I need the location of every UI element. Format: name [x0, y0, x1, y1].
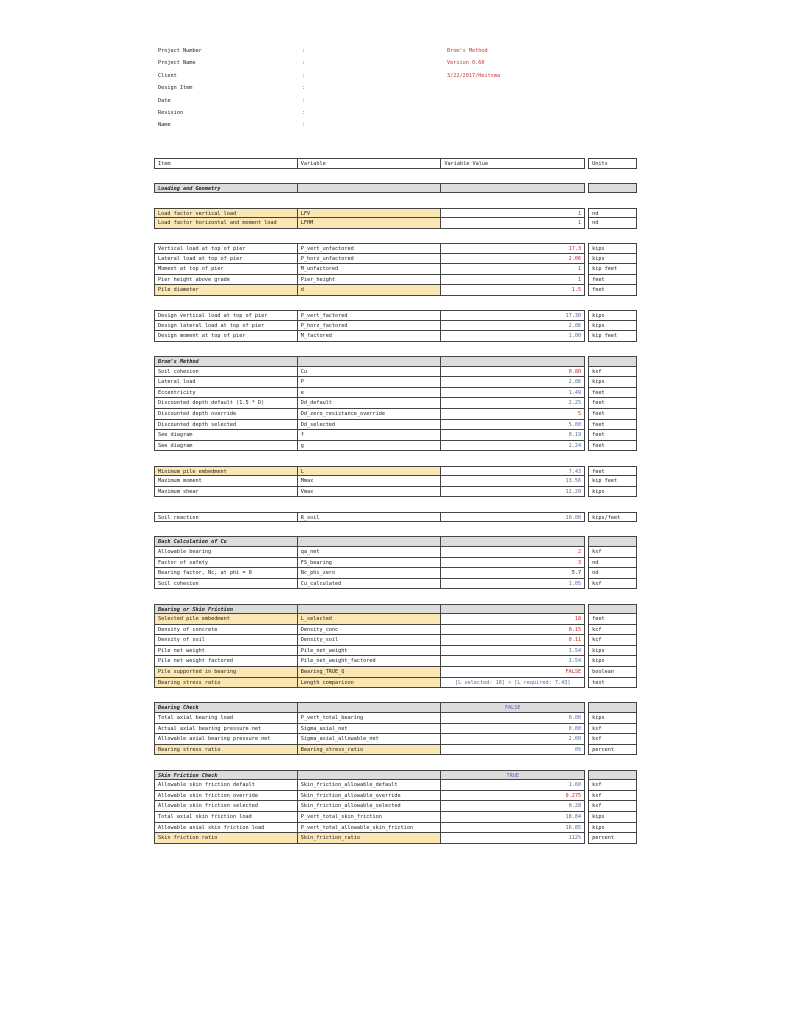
variable-cell: Skin_friction_ratio [298, 833, 442, 844]
header-value[interactable]: Brom's Method [447, 48, 488, 54]
table-row [154, 656, 637, 667]
variable-cell: P_vert_total_allowable_skin_friction [298, 823, 442, 834]
item-cell: Total axial bearing load [154, 713, 298, 724]
item-cell: Moment at top of pier [154, 264, 298, 275]
table-row [154, 780, 637, 791]
table-row [154, 208, 637, 219]
value-cell[interactable]: FALSE [441, 667, 585, 678]
value-cell: 0.28 [441, 801, 585, 812]
value-cell[interactable]: 1.5 [441, 285, 585, 296]
variable-cell: f [298, 430, 442, 441]
unit-cell: kips [588, 377, 637, 388]
variable-cell: Cu_calculated [298, 579, 442, 590]
item-cell: Load factor horizontal and moment load [154, 218, 298, 229]
unit-cell [588, 356, 637, 367]
table-row [154, 614, 637, 625]
variable-cell: P_horz_factored [298, 321, 442, 332]
unit-cell: kips [588, 243, 637, 254]
section-header-row [154, 356, 637, 367]
item-cell: Soil cohesion [154, 579, 298, 590]
block-spacer [154, 229, 637, 243]
variable-cell: L [298, 466, 442, 477]
table-block [154, 770, 637, 844]
value-cell: 2.06 [441, 377, 585, 388]
value-cell[interactable]: 1 [441, 218, 585, 229]
section-header-row [154, 536, 637, 547]
value-cell: 112% [441, 833, 585, 844]
header-colon: : [302, 97, 306, 104]
column-header-row [154, 158, 637, 169]
item-cell: Skin Friction Check [154, 770, 298, 781]
unit-cell: nd [588, 558, 637, 569]
block-spacer [154, 296, 637, 310]
header-label: Revision [158, 110, 183, 116]
value-cell [441, 356, 585, 367]
item-cell: Actual axial bearing pressure net [154, 724, 298, 735]
value-cell: FALSE [441, 702, 585, 713]
header-label: Date [158, 97, 171, 104]
column-header-units: Units [588, 158, 637, 169]
variable-cell: Nc_phi_zero [298, 568, 442, 579]
value-cell[interactable]: 0.275 [441, 791, 585, 802]
item-cell: Design lateral load at top of pier [154, 321, 298, 332]
block-spacer [154, 522, 637, 536]
item-cell: Brom's Method [154, 356, 298, 367]
header-colon: : [302, 60, 306, 67]
value-cell: 2.06 [441, 321, 585, 332]
unit-cell: ksf [588, 367, 637, 378]
unit-cell: ksf [588, 791, 637, 802]
variable-cell: Dd_selected [298, 420, 442, 431]
unit-cell: percent [588, 745, 637, 756]
item-cell: See diagram [154, 430, 298, 441]
block-spacer [154, 755, 637, 769]
unit-cell: kips/feet [588, 512, 637, 523]
value-cell[interactable]: 0.15 [441, 625, 585, 636]
table-row [154, 745, 637, 756]
header-colon: : [302, 48, 306, 54]
unit-cell: kip feet [588, 476, 637, 487]
table-row [154, 713, 637, 724]
value-cell: 0.00 [441, 724, 585, 735]
table-row [154, 377, 637, 388]
block-spacer [154, 451, 637, 465]
unit-cell: ksf [588, 780, 637, 791]
variable-cell: Sigma_axial_net [298, 724, 442, 735]
variable-cell [298, 183, 442, 194]
value-cell: 16.85 [441, 823, 585, 834]
unit-cell: feet [588, 275, 637, 286]
item-cell: Total axial skin friction load [154, 812, 298, 823]
unit-cell: feet [588, 285, 637, 296]
value-cell: 5.7 [441, 568, 585, 579]
value-cell[interactable]: 0.80 [441, 367, 585, 378]
item-cell: Minimum pile embedment [154, 466, 298, 477]
item-cell: Pile net weight [154, 646, 298, 657]
item-cell: Discounted depth override [154, 409, 298, 420]
variable-cell: d [298, 285, 442, 296]
header-label: Design Item [158, 85, 193, 92]
variable-cell: g [298, 441, 442, 452]
value-cell: 2.00 [441, 734, 585, 745]
variable-cell: P_vert_total_skin_friction [298, 812, 442, 823]
value-cell: 0.00 [441, 713, 585, 724]
item-cell: Pile diameter [154, 285, 298, 296]
table-row [154, 264, 637, 275]
variable-cell: Pile_net_weight_factored [298, 656, 442, 667]
value-cell: 2.24 [441, 441, 585, 452]
value-cell[interactable]: 18 [441, 614, 585, 625]
variable-cell: e [298, 388, 442, 399]
unit-cell: kips [588, 321, 637, 332]
variable-cell: Bearing_stress_ratio [298, 745, 442, 756]
item-cell: See diagram [154, 441, 298, 452]
variable-cell [298, 356, 442, 367]
column-header-value: Variable Value [441, 158, 585, 169]
header-colon: : [302, 110, 306, 116]
variable-cell: Sigma_axial_allowable_net [298, 734, 442, 745]
unit-cell [588, 604, 637, 615]
table-body [154, 169, 637, 844]
value-cell: 1.00 [441, 331, 585, 342]
variable-cell: Dd_zero_resistance_override [298, 409, 442, 420]
item-cell: Allowable skin friction default [154, 780, 298, 791]
item-cell: Design vertical load at top of pier [154, 310, 298, 321]
unit-cell: nd [588, 208, 637, 219]
table-row [154, 254, 637, 265]
table-row [154, 823, 637, 834]
header-label: Project Number [158, 48, 202, 54]
unit-cell [588, 702, 637, 713]
unit-cell: kips [588, 823, 637, 834]
unit-cell: ksf [588, 547, 637, 558]
value-cell: 12.20 [441, 487, 585, 498]
unit-cell: nd [588, 568, 637, 579]
item-cell: Back Calculation of Cu [154, 536, 298, 547]
item-cell: Vertical load at top of pier [154, 243, 298, 254]
section-header-row [154, 183, 637, 194]
block-spacer [154, 169, 637, 183]
variable-cell: Bearing_TRUE_Q [298, 667, 442, 678]
variable-cell: Dd_default [298, 398, 442, 409]
variable-cell: Skin_friction_allowable_selected [298, 801, 442, 812]
value-cell: 0% [441, 745, 585, 756]
item-cell: Maximum moment [154, 476, 298, 487]
table-row [154, 430, 637, 441]
section-header-row [154, 604, 637, 615]
item-cell: Allowable axial skin friction load [154, 823, 298, 834]
table-row [154, 367, 637, 378]
table-block [154, 466, 637, 498]
value-cell: 1.05 [441, 579, 585, 590]
block-spacer [154, 342, 637, 356]
table-row [154, 678, 637, 689]
table-row [154, 801, 637, 812]
variable-cell: P_horz_unfactored [298, 254, 442, 265]
variable-cell: Cu [298, 367, 442, 378]
block-spacer [154, 497, 637, 511]
value-cell[interactable]: 3 [441, 558, 585, 569]
table-row [154, 466, 637, 477]
table-row [154, 558, 637, 569]
table-row [154, 331, 637, 342]
value-cell: 10.00 [441, 512, 585, 523]
block-spacer [154, 589, 637, 603]
column-header-item: Item [154, 158, 298, 169]
table-block [154, 243, 637, 296]
value-cell: 7.43 [441, 466, 585, 477]
section-header-row [154, 770, 637, 781]
variable-cell: P_vert_total_bearing [298, 713, 442, 724]
variable-cell: LFV [298, 208, 442, 219]
item-cell: Bearing stress ratio [154, 678, 298, 689]
item-cell: Discounted depth default (1.5 * D) [154, 398, 298, 409]
value-cell[interactable]: 0.11 [441, 635, 585, 646]
unit-cell: kips [588, 310, 637, 321]
table-block [154, 604, 637, 689]
table-row [154, 285, 637, 296]
item-cell: Bearing factor, Nc, at phi = 0 [154, 568, 298, 579]
header-value[interactable]: Version 0.60 [447, 60, 485, 67]
item-cell: Pier height above grade [154, 275, 298, 286]
table-row [154, 409, 637, 420]
table-block [154, 208, 637, 229]
unit-cell: feet [588, 441, 637, 452]
table-row [154, 734, 637, 745]
item-cell: Load factor vertical load [154, 208, 298, 219]
item-cell: Density of soil [154, 635, 298, 646]
value-cell: 1.54 [441, 656, 585, 667]
value-cell: 1.54 [441, 646, 585, 657]
value-cell: TRUE [441, 770, 585, 781]
unit-cell: text [588, 678, 637, 689]
variable-cell: Skin_friction_allowable_default [298, 780, 442, 791]
variable-cell: Mmax [298, 476, 442, 487]
header-label: Client [158, 72, 177, 79]
unit-cell: boolean [588, 667, 637, 678]
table-row [154, 833, 637, 844]
unit-cell: feet [588, 409, 637, 420]
value-cell: 13.56 [441, 476, 585, 487]
table-row [154, 441, 637, 452]
variable-cell: L_selected [298, 614, 442, 625]
table-row [154, 635, 637, 646]
item-cell: Allowable skin friction override [154, 791, 298, 802]
item-cell: Lateral load at top of pier [154, 254, 298, 265]
table-block [154, 310, 637, 342]
unit-cell: kcf [588, 625, 637, 636]
variable-cell: Density_conc [298, 625, 442, 636]
table-row [154, 275, 637, 286]
unit-cell: kips [588, 713, 637, 724]
unit-cell: kips [588, 646, 637, 657]
item-cell: Maximum shear [154, 487, 298, 498]
unit-cell: ksf [588, 734, 637, 745]
variable-cell: P_vert_factored [298, 310, 442, 321]
table-block [154, 356, 637, 451]
item-cell: Soil cohesion [154, 367, 298, 378]
unit-cell [588, 536, 637, 547]
header-label: Project Name [158, 60, 196, 67]
block-spacer [154, 193, 637, 207]
variable-cell: P [298, 377, 442, 388]
value-cell: 17.30 [441, 310, 585, 321]
column-header-variable: Variable [298, 158, 442, 169]
table-block [154, 512, 637, 523]
value-cell[interactable]: 2 [441, 547, 585, 558]
header-label: Name [158, 122, 171, 129]
item-cell: Design moment at top of pier [154, 331, 298, 342]
item-cell: Pile net weight factored [154, 656, 298, 667]
header-value[interactable]: 3/22/2017/Heitsma [447, 72, 501, 79]
table-row [154, 310, 637, 321]
value-cell: 5.00 [441, 420, 585, 431]
table-row [154, 321, 637, 332]
item-cell: Loading and Geometry [154, 183, 298, 194]
item-cell: Bearing stress ratio [154, 745, 298, 756]
unit-cell: ksf [588, 724, 637, 735]
variable-cell [298, 604, 442, 615]
table-row [154, 420, 637, 431]
unit-cell [588, 770, 637, 781]
variable-cell [298, 536, 442, 547]
value-cell: [L selected: 18] > [L required: 7.43] [441, 678, 585, 689]
unit-cell: ksf [588, 579, 637, 590]
variable-cell: R_soil [298, 512, 442, 523]
value-cell: 0.19 [441, 430, 585, 441]
item-cell: Allowable bearing [154, 547, 298, 558]
unit-cell: ksf [588, 801, 637, 812]
unit-cell: kip feet [588, 331, 637, 342]
value-cell [441, 604, 585, 615]
variable-cell: FS_bearing [298, 558, 442, 569]
block-spacer [154, 688, 637, 702]
value-cell[interactable]: 2.06 [441, 254, 585, 265]
section-header-row [154, 702, 637, 713]
table-row [154, 547, 637, 558]
item-cell: Lateral load [154, 377, 298, 388]
value-cell: 1.49 [441, 388, 585, 399]
value-cell [441, 183, 585, 194]
table-row [154, 646, 637, 657]
table-row [154, 625, 637, 636]
unit-cell: feet [588, 466, 637, 477]
unit-cell: percent [588, 833, 637, 844]
item-cell: Factor of safety [154, 558, 298, 569]
variable-cell: M_unfactored [298, 264, 442, 275]
header-colon: : [302, 72, 306, 79]
variable-cell: Density_soil [298, 635, 442, 646]
item-cell: Discounted depth selected [154, 420, 298, 431]
variable-cell: M_factored [298, 331, 442, 342]
unit-cell: feet [588, 398, 637, 409]
value-cell: 1.60 [441, 780, 585, 791]
variable-cell: LFHM [298, 218, 442, 229]
table-row [154, 568, 637, 579]
item-cell: Allowable axial bearing pressure net [154, 734, 298, 745]
table-row [154, 812, 637, 823]
value-cell: 2.25 [441, 398, 585, 409]
header-colon: : [302, 85, 306, 92]
item-cell: Allowable skin friction selected [154, 801, 298, 812]
table-row [154, 579, 637, 590]
value-cell[interactable]: 17.3 [441, 243, 585, 254]
table-row [154, 512, 637, 523]
value-cell [441, 536, 585, 547]
unit-cell: feet [588, 420, 637, 431]
table-row [154, 667, 637, 678]
unit-cell: kcf [588, 635, 637, 646]
header-colon: : [302, 122, 306, 129]
variable-cell: Skin_friction_allowable_override [298, 791, 442, 802]
unit-cell: kips [588, 656, 637, 667]
value-cell[interactable]: 5 [441, 409, 585, 420]
table-row [154, 487, 637, 498]
table-row [154, 388, 637, 399]
unit-cell: nd [588, 218, 637, 229]
unit-cell: kips [588, 254, 637, 265]
unit-cell: feet [588, 388, 637, 399]
unit-cell: feet [588, 430, 637, 441]
table-block [154, 702, 637, 755]
item-cell: Eccentricity [154, 388, 298, 399]
item-cell: Bearing or Skin Friction [154, 604, 298, 615]
item-cell: Density of concrete [154, 625, 298, 636]
value-cell[interactable]: 1 [441, 275, 585, 286]
variable-cell: Vmax [298, 487, 442, 498]
item-cell: Bearing Check [154, 702, 298, 713]
value-cell: 18.84 [441, 812, 585, 823]
table-row [154, 243, 637, 254]
variable-cell [298, 770, 442, 781]
unit-cell: kips [588, 487, 637, 498]
unit-cell: feet [588, 614, 637, 625]
unit-cell: kip feet [588, 264, 637, 275]
item-cell: Selected pile embedment [154, 614, 298, 625]
variable-cell: P_vert_unfactored [298, 243, 442, 254]
table-row [154, 218, 637, 229]
table-row [154, 476, 637, 487]
variable-cell [298, 702, 442, 713]
variable-cell: qa_net [298, 547, 442, 558]
item-cell: Soil reaction [154, 512, 298, 523]
value-cell[interactable]: 1 [441, 264, 585, 275]
table-row [154, 398, 637, 409]
variable-cell: Pier_height [298, 275, 442, 286]
variable-cell: Length comparison [298, 678, 442, 689]
unit-cell [588, 183, 637, 194]
table-block [154, 536, 637, 589]
value-cell[interactable]: 1 [441, 208, 585, 219]
calculation-sheet [154, 158, 637, 844]
table-row [154, 791, 637, 802]
item-cell: Skin friction ratio [154, 833, 298, 844]
unit-cell: kips [588, 812, 637, 823]
item-cell: Pile supported in bearing [154, 667, 298, 678]
variable-cell: Pile_net_weight [298, 646, 442, 657]
table-row [154, 724, 637, 735]
table-block [154, 183, 637, 194]
